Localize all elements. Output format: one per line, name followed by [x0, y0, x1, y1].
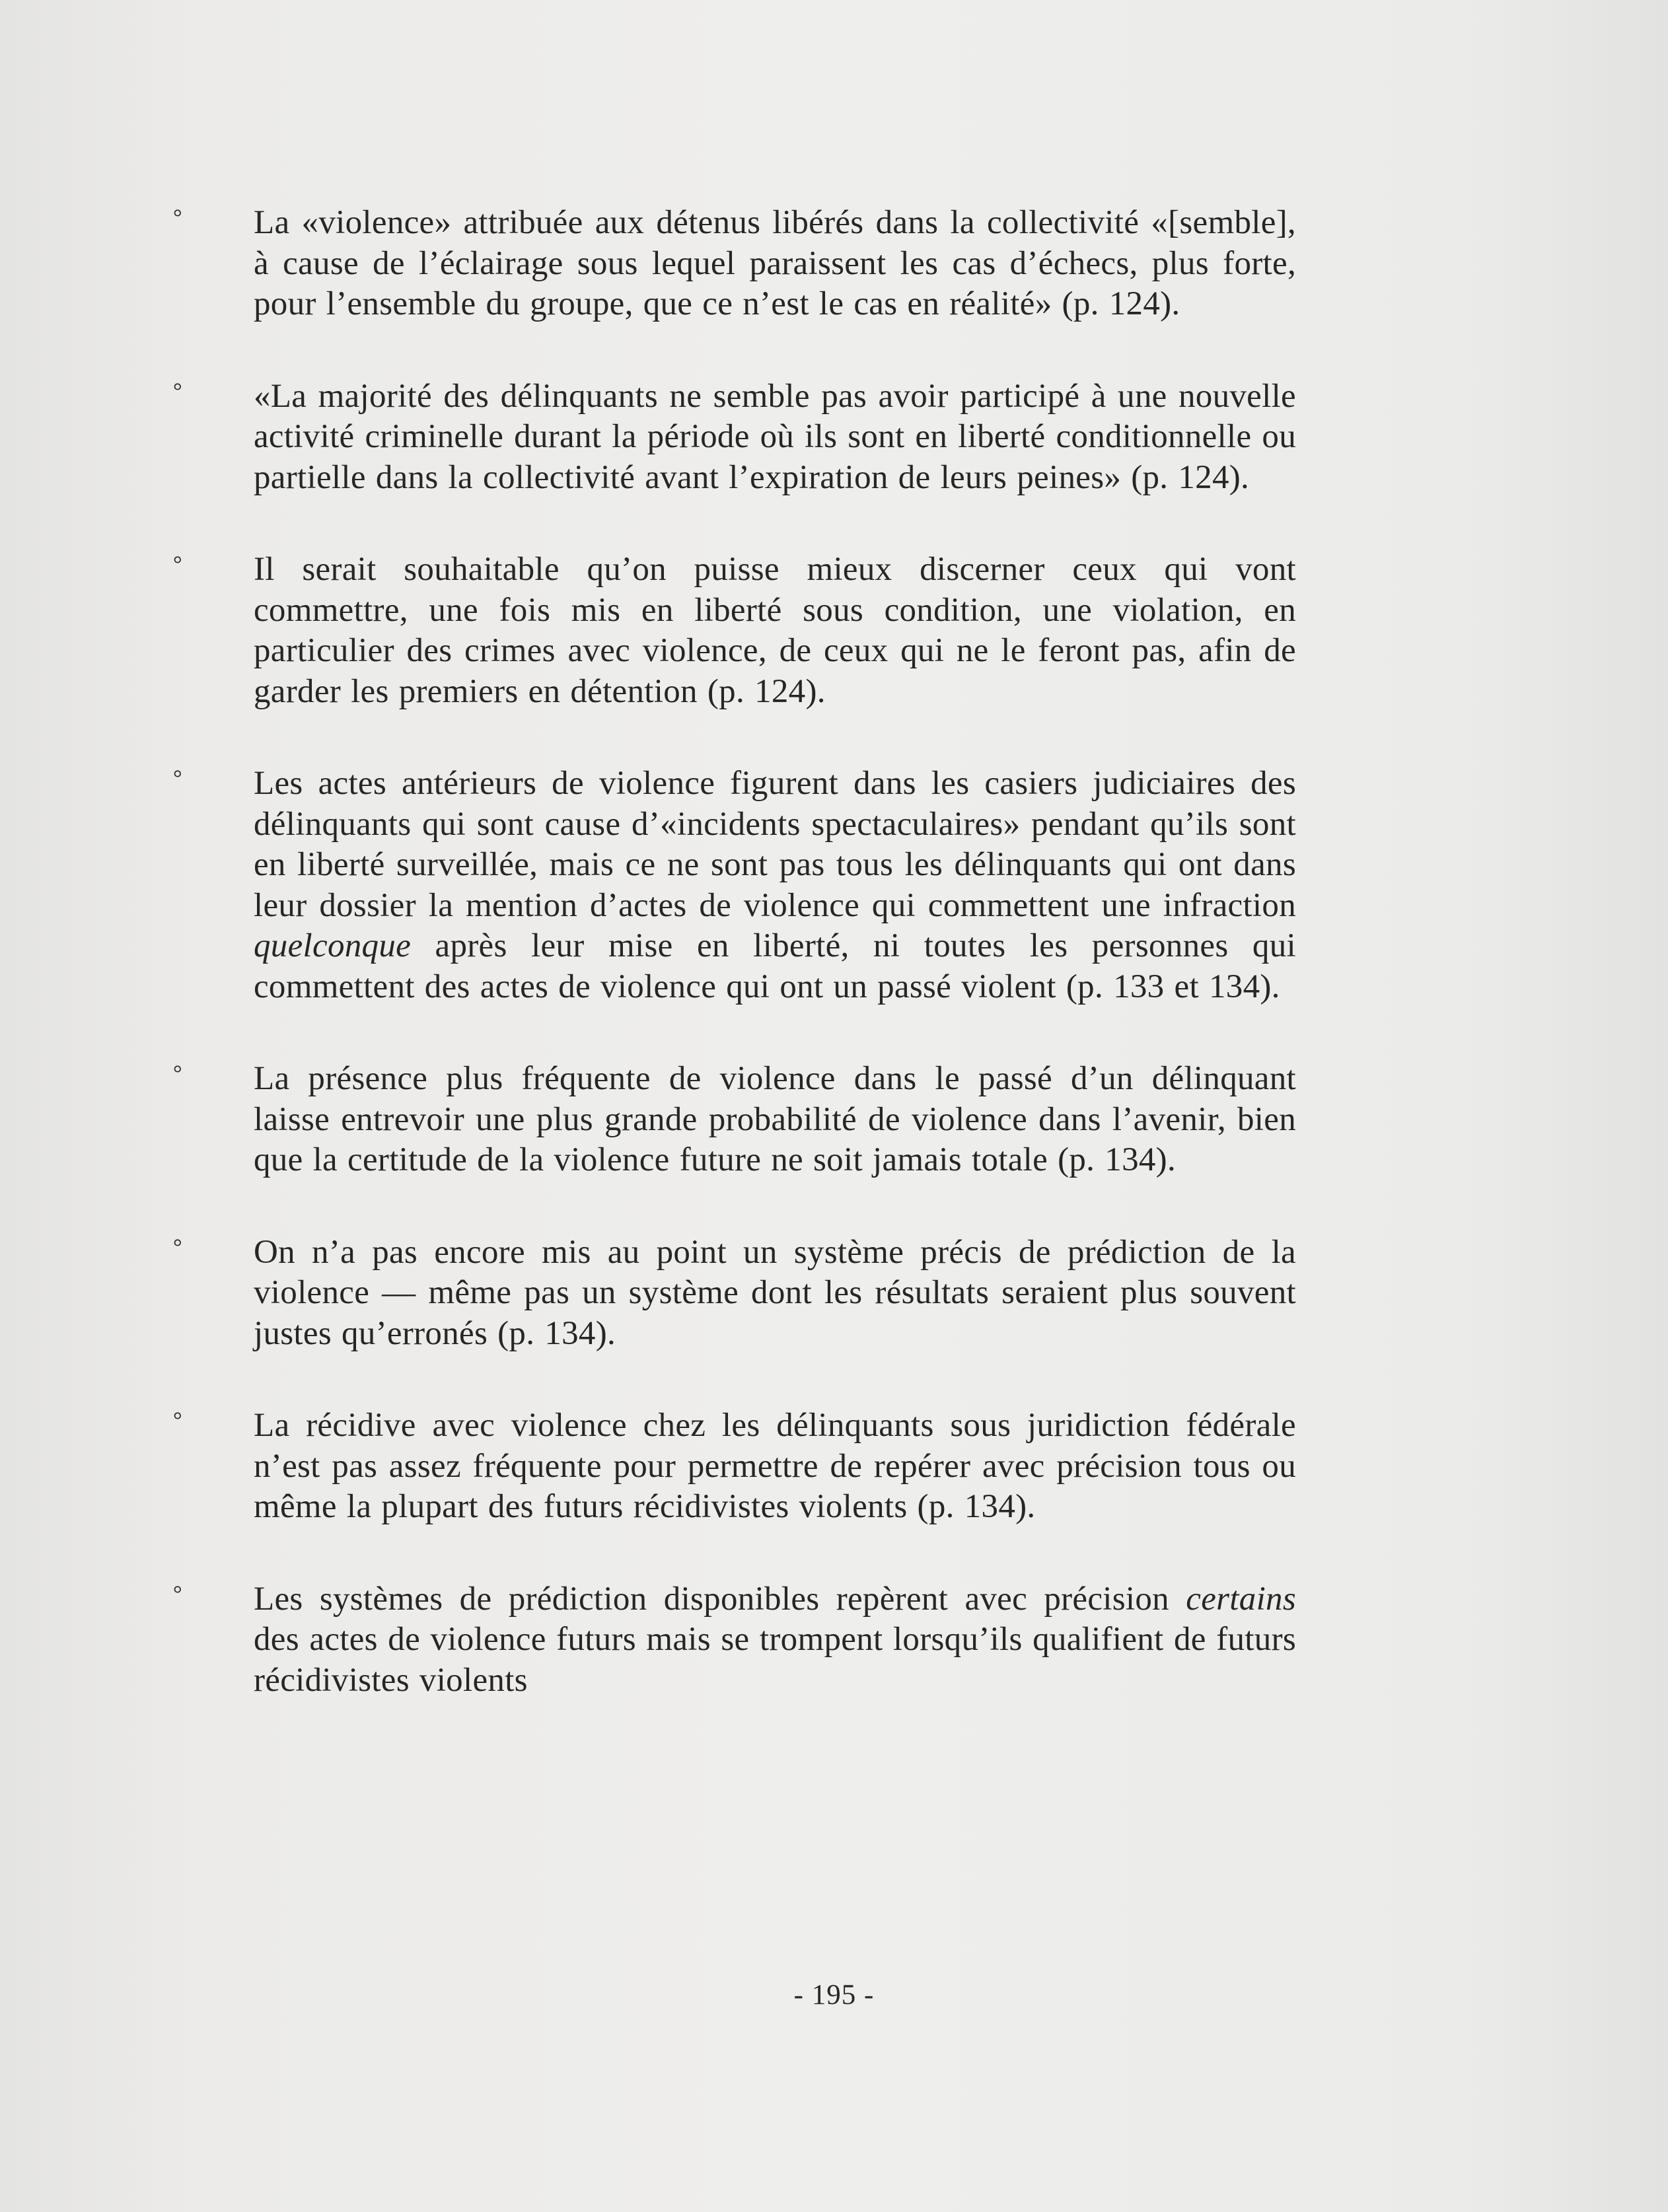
- list-item: [173, 376, 1296, 499]
- list-item: [173, 764, 1296, 1007]
- list-item: [173, 203, 1296, 325]
- bullet-icon: °: [173, 766, 182, 791]
- bullet-icon: °: [173, 1234, 182, 1260]
- list-item-text: On n’a pas encore mis au point un système précis de prédiction de la violence — même pas un système dont les résultats seraient plus souvent justes qu’erronés (p. 134).: [254, 1233, 1296, 1352]
- bullet-icon: °: [173, 205, 182, 230]
- emphasis-quelconque: quelconque: [254, 927, 412, 964]
- list-item: [173, 1059, 1296, 1181]
- bullet-icon: °: [173, 1581, 182, 1606]
- emphasis-certains: certains: [1186, 1580, 1296, 1618]
- list-item-text: «La majorité des délinquants ne semble pas avoir participé à une nouvelle activité criminelle durant la période où ils sont en liberté conditionnelle ou partielle dans la collectivité avant l’expiration de leurs peines» (p. 124).: [254, 377, 1296, 496]
- list-item: [173, 1406, 1296, 1528]
- bullet-icon: °: [173, 378, 182, 404]
- list-item-text: La récidive avec violence chez les délinquants sous juridiction fédérale n’est pas assez fréquente pour permettre de repérer avec précision tous ou même la plupart des futurs récidivistes violents (p. 134).: [254, 1407, 1296, 1525]
- bullet-icon: °: [173, 1408, 182, 1433]
- list-item: [173, 550, 1296, 712]
- list-item-text: Il serait souhaitable qu’on puisse mieux discerner ceux qui vont commettre, une fois mis en liberté sous condition, une violation, en particulier des crimes avec violence, de ceux qui ne le feront pas, afin de garder les premiers en détention (p. 124).: [254, 551, 1296, 710]
- bullet-icon: °: [173, 1061, 182, 1086]
- list-item-text: Les actes antérieurs de violence figurent dans les casiers judiciaires des délinquants qui sont cause d’«incidents spectaculaires» pendant qu’ils sont en liberté surveillée, mais ce ne sont pas tous les délinquants qui ont dans leur dossier la mention d’actes de violence qui commettent une infraction quelconque après leur mise en liberté, ni toutes les personnes qui commettent des actes de violence qui ont un passé violent (p. 133 et 134).: [254, 765, 1296, 1005]
- bullet-list: [173, 169, 1296, 1734]
- bullet-icon: °: [173, 552, 182, 577]
- list-item-text: La présence plus fréquente de violence dans le passé d’un délinquant laisse entrevoir une plus grande probabilité de violence dans l’avenir, bien que la certitude de la violence future ne soit jamais totale (p. 134).: [254, 1060, 1296, 1178]
- list-item-text: Les systèmes de prédiction disponibles repèrent avec précision certains des actes de violence futurs mais se trompent lorsqu’ils qualifient de futurs récidivistes violents: [254, 1580, 1296, 1699]
- list-item: [173, 1579, 1296, 1701]
- page-number: - 195 -: [793, 1980, 875, 2011]
- list-item: [173, 1232, 1296, 1355]
- list-item-text: La «violence» attribuée aux détenus libérés dans la collectivité «[semble], à cause de l’éclairage sous lequel paraissent les cas d’échecs, plus forte, pour l’ensemble du groupe, que ce n’est le cas en réalité» (p. 124).: [254, 204, 1296, 322]
